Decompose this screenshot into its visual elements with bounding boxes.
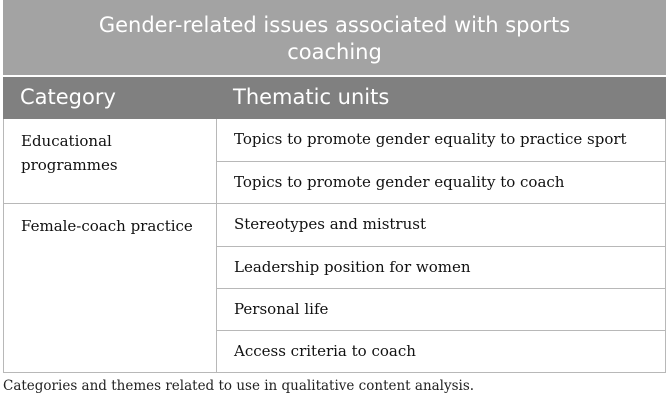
table-body [3,119,666,373]
table-header-row [3,75,666,119]
table-title: Gender-related issues associated with sports coaching [98,13,571,64]
table-caption: Categories and themes related to use in qualitative content analysis. [3,378,475,394]
theme-cell: Topics to promote gender equality to practice sport [234,130,627,148]
theme-cell: Topics to promote gender equality to coach [217,161,665,203]
category-cell: Educational programmes [4,119,217,203]
theme-cell: Leadership position for women [217,246,665,288]
table-group-educational-programmes [4,119,665,203]
table-title-bar [3,0,666,75]
theme-column [217,119,665,203]
theme-cell: Stereotypes and mistrust [234,215,426,233]
header-thematic-units: Thematic units [233,85,390,109]
table-group-female-coach-practice [4,203,665,372]
theme-cell: Access criteria to coach [217,330,665,372]
theme-column [217,204,665,372]
theme-cell: Personal life [217,288,665,330]
category-cell: Female-coach practice [4,204,217,372]
header-category: Category [20,85,116,109]
table [3,0,666,373]
